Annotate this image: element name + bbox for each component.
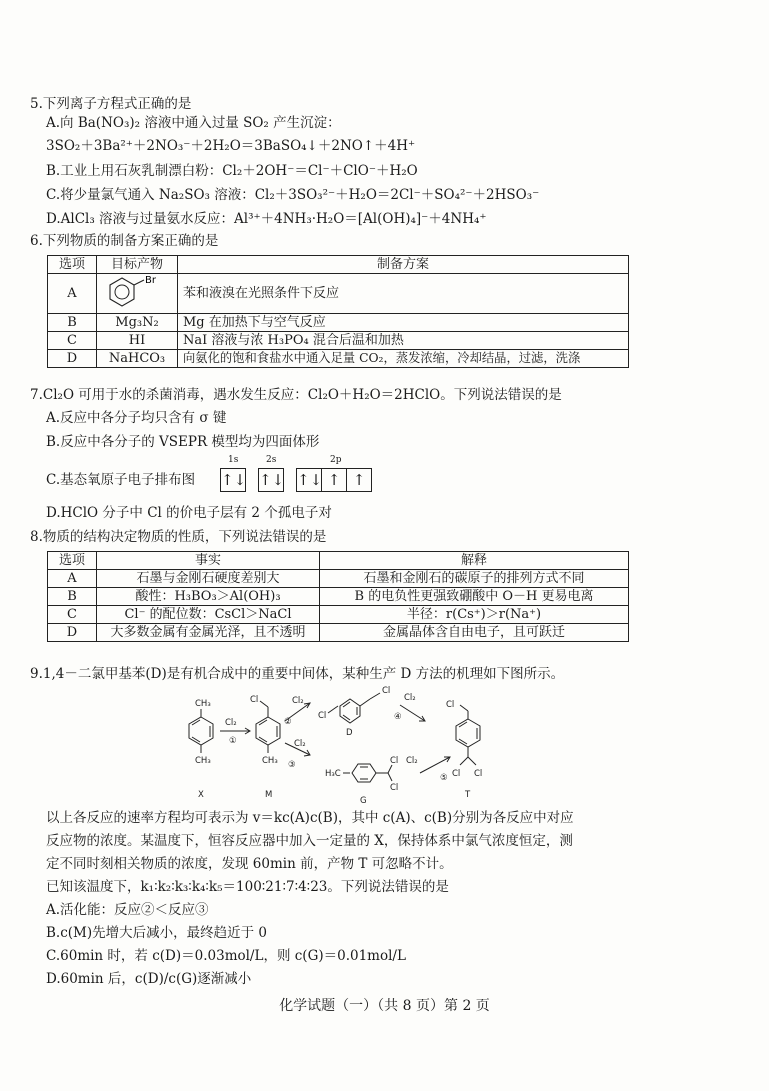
q7-option-a: A.反应中各分子均只含有 σ 键 xyxy=(46,410,227,426)
q6-option: D xyxy=(48,350,97,368)
t-cl-top: Cl xyxy=(446,700,455,710)
arrow3-reagent: Cl₂ xyxy=(294,739,306,749)
t-cl-left: Cl xyxy=(452,769,461,779)
q6-plan: Mg 在加热下与空气反应 xyxy=(178,314,629,332)
table-row xyxy=(48,624,629,642)
q5-stem: 5.下列离子方程式正确的是 xyxy=(30,96,192,112)
orbital-box-2p-1: ↑↓ xyxy=(296,468,322,492)
q8-fact: 大多数金属有金属光泽，且不透明 xyxy=(97,624,320,642)
q8-explanation: 金属晶体含自由电子，且可跃迁 xyxy=(320,624,629,642)
q7-stem: 7.Cl₂O 可用于水的杀菌消毒，遇水发生反应：Cl₂O＋H₂O＝2HClO。下列说法错误的是 xyxy=(30,387,562,403)
q8-fact: 石墨与金刚石硬度差别大 xyxy=(97,570,320,588)
q6-plan: 苯和液溴在光照条件下反应 xyxy=(178,274,629,314)
label-x: X xyxy=(198,790,204,800)
q5-option-b: B.工业上用石灰乳制漂白粉：Cl₂＋2OH⁻＝Cl⁻＋ClO⁻＋H₂O xyxy=(46,163,418,179)
page-footer: 化学试题（一）（共 8 页）第 2 页 xyxy=(279,998,490,1014)
step4-label: ④ xyxy=(394,712,402,722)
q8-option: C xyxy=(48,606,97,624)
arrow2-reagent: Cl₂ xyxy=(292,696,304,706)
q7-option-c: C.基态氧原子电子排布图 xyxy=(46,472,196,488)
q7-option-d: D.HClO 分子中 Cl 的价电子层有 2 个孤电子对 xyxy=(46,505,332,521)
q9-option-a: A.活化能：反应②＜反应③ xyxy=(46,902,209,918)
q9-option-b: B.c(M)先增大后减小，最终趋近于 0 xyxy=(46,925,268,941)
q6-option: B xyxy=(48,314,97,332)
q6-header-plan: 制备方案 xyxy=(178,256,629,274)
q8-option: A xyxy=(48,570,97,588)
x-ch3-bottom: CH₃ xyxy=(195,756,211,766)
q6-option: A xyxy=(48,274,97,314)
label-m: M xyxy=(265,790,273,800)
orbital-label-2s: 2s xyxy=(266,455,277,465)
q8-header-row xyxy=(48,552,629,570)
table-row xyxy=(48,332,629,350)
q8-header-fact: 事实 xyxy=(97,552,320,570)
bromobenzene-icon xyxy=(106,274,168,308)
step3-label: ③ xyxy=(288,760,296,770)
arrow5-reagent: Cl₂ xyxy=(406,756,418,766)
q8-fact: Cl⁻ 的配位数：CsCl＞NaCl xyxy=(97,606,320,624)
t-cl-right: Cl xyxy=(474,769,483,779)
q9-paragraph-line1: 以上各反应的速率方程均可表示为 v＝kc(A)c(B)，其中 c(A)、c(B)分别为各反应中对应 xyxy=(46,810,574,826)
arrow1-reagent: Cl₂ xyxy=(225,718,237,728)
label-d: D xyxy=(346,728,353,738)
q8-header-explanation: 解释 xyxy=(320,552,629,570)
step1-label: ① xyxy=(229,736,237,746)
q6-product-label: Br xyxy=(145,275,156,286)
q5-option-c: C.将少量氯气通入 Na₂SO₃ 溶液：Cl₂＋3SO₃²⁻＋H₂O＝2Cl⁻＋SO₄²⁻＋2HSO₃⁻ xyxy=(46,187,540,203)
orbital-box-2p-2: ↑ xyxy=(321,468,347,492)
orbital-label-2p: 2p xyxy=(330,455,342,465)
q8-stem: 8.物质的结构决定物质的性质，下列说法错误的是 xyxy=(30,529,327,545)
d-cl-right: Cl xyxy=(382,686,391,696)
q6-product: NaHCO₃ xyxy=(97,350,178,368)
q8-table xyxy=(47,551,629,642)
reaction-scheme-diagram xyxy=(170,685,570,815)
m-cl: Cl xyxy=(250,695,259,705)
q6-table xyxy=(47,255,629,368)
label-g: G xyxy=(360,796,367,806)
q8-header-option: 选项 xyxy=(48,552,97,570)
q9-paragraph-line2: 反应物的浓度。某温度下，恒容反应器中加入一定量的 X，保持体系中氯气浓度恒定，测 xyxy=(46,833,573,849)
q6-product: HI xyxy=(97,332,178,350)
q8-explanation: 石墨和金刚石的碳原子的排列方式不同 xyxy=(320,570,629,588)
g-cl-top: Cl xyxy=(390,756,399,766)
q6-plan: NaI 溶液与浓 H₃PO₄ 混合后温和加热 xyxy=(178,332,629,350)
q6-product: Mg₃N₂ xyxy=(97,314,178,332)
q8-option: B xyxy=(48,588,97,606)
table-row xyxy=(48,606,629,624)
orbital-box-1s: ↑↓ xyxy=(220,468,246,492)
q6-stem: 6.下列物质的制备方案正确的是 xyxy=(30,233,219,249)
orbital-box-2s: ↑↓ xyxy=(258,468,284,492)
table-row xyxy=(48,274,629,314)
q9-paragraph-line4: 已知该温度下，k₁∶k₂∶k₃∶k₄∶k₅＝100∶21∶7∶4∶23。下列说法错误的是 xyxy=(46,879,449,895)
q6-plan: 向氨化的饱和食盐水中通入足量 CO₂，蒸发浓缩，冷却结晶，过滤，洗涤 xyxy=(178,350,629,368)
q5-option-a-line1: A.向 Ba(NO₃)₂ 溶液中通入过量 SO₂ 产生沉淀： xyxy=(46,115,341,131)
q8-explanation: B 的电负性更强致硼酸中 O－H 更易电离 xyxy=(320,588,629,606)
q9-paragraph-line3: 定不同时刻相关物质的浓度，发现 60min 前，产物 T 可忽略不计。 xyxy=(46,856,453,872)
table-row xyxy=(48,350,629,368)
q6-header-row xyxy=(48,256,629,274)
q9-stem: 9.1,4－二氯甲基苯(D)是有机合成中的重要中间体，某种生产 D 方法的机理如下图所示。 xyxy=(30,666,565,682)
d-cl-left: Cl xyxy=(318,711,327,721)
table-row xyxy=(48,314,629,332)
step2-label: ② xyxy=(284,717,292,727)
q8-option: D xyxy=(48,624,97,642)
q8-fact: 酸性：H₃BO₃＞Al(OH)₃ xyxy=(97,588,320,606)
bromobenzene-structure xyxy=(97,274,178,314)
q5-option-d: D.AlCl₃ 溶液与过量氨水反应：Al³⁺＋4NH₃·H₂O＝[Al(OH)₄]⁻＋4NH₄⁺ xyxy=(46,211,487,227)
label-t: T xyxy=(465,790,471,800)
arrow4-reagent: Cl₂ xyxy=(404,693,416,703)
table-row xyxy=(48,588,629,606)
g-h3c: H₃C xyxy=(325,769,341,779)
q6-header-option: 选项 xyxy=(48,256,97,274)
orbital-label-1s: 1s xyxy=(228,455,239,465)
table-row xyxy=(48,570,629,588)
q9-option-d: D.60min 后，c(D)/c(G)逐渐减小 xyxy=(46,971,252,987)
q6-option: C xyxy=(48,332,97,350)
orbital-box-2p-3: ↑ xyxy=(346,468,372,492)
q9-option-c: C.60min 时，若 c(D)＝0.03mol/L，则 c(G)＝0.01mol/L xyxy=(46,948,406,964)
q6-header-product: 目标产物 xyxy=(97,256,178,274)
q5-option-a-line2: 3SO₂＋3Ba²⁺＋2NO₃⁻＋2H₂O＝3BaSO₄↓＋2NO↑＋4H⁺ xyxy=(46,138,416,154)
x-ch3-top: CH₃ xyxy=(195,699,211,709)
step5-label: ⑤ xyxy=(440,773,448,783)
q7-option-b: B.反应中各分子的 VSEPR 模型均为四面体形 xyxy=(46,434,320,450)
q8-explanation: 半径：r(Cs⁺)＞r(Na⁺) xyxy=(320,606,629,624)
g-cl-bottom: Cl xyxy=(390,783,399,793)
m-ch3: CH₃ xyxy=(262,756,278,766)
